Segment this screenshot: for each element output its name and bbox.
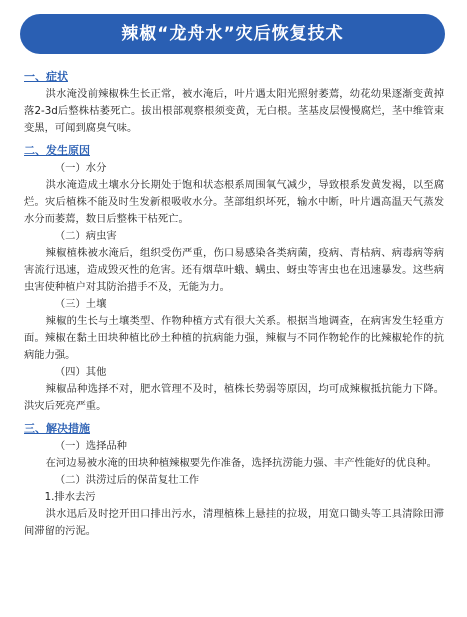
title-banner: 辣椒“龙舟水”灾后恢复技术	[20, 14, 445, 54]
solution-recovery-text: 洪水迅后及时挖开田口排出污水，清理植株上悬挂的拉圾，用宽口锄头等工具清除田滞间滞留的污泥。	[24, 508, 444, 537]
section-heading-symptoms: 一、症状	[24, 70, 68, 83]
article-body	[24, 68, 444, 540]
cause-pests-label: （二）病虫害	[54, 230, 117, 242]
symptoms-paragraph: 洪水淹没前辣椒株生长正常，被水淹后，叶片遇太阳光照射萎蔫，幼花幼果逐渐变黄掉落2-3d后整株枯萎死亡。拔出根部观察根须变黄，无白根。茎基皮层慢慢腐烂，茎中维管束变黑，可闻到腐臭气味。	[24, 88, 444, 134]
solution-recovery-label: （二）洪涝过后的保苗复壮工作	[54, 474, 200, 486]
cause-other-label: （四）其他	[54, 366, 107, 378]
cause-water-text: 洪水淹造成土壤水分长期处于饱和状态根系周围氧气减少，导致根系发黄发褐，以至腐烂。灾后植株不能及时生发新根吸收水分。茎部组织坏死，输水中断，叶片遇高温天气蒸发水分而萎蔫，数日后整株干枯死亡。	[24, 179, 444, 225]
cause-pests-text: 辣椒植株被水淹后，组织受伤严重，伤口易感染各类病菌，疫病、青枯病、病毒病等病害流行迅速，造成毁灭性的危害。还有烟草叶蛾、螨虫、蚜虫等害虫也在迅速暴发。这些病虫害使种植户对其防治措手不及，无能为力。	[24, 247, 444, 293]
section-heading-causes: 二、发生原因	[24, 144, 90, 157]
section-heading-solutions: 三、解决措施	[24, 422, 90, 435]
cause-other-text: 辣椒品种选择不对，肥水管理不及时，植株长势弱等原因，均可成辣椒抵抗能力下降。洪灾后死亮严重。	[24, 383, 444, 412]
cause-soil-label: （三）土壤	[54, 298, 107, 310]
solution-variety-label: （一）选择品种	[54, 440, 127, 452]
cause-water-label: （一）水分	[54, 162, 107, 174]
cause-soil-text: 辣椒的生长与土壤类型、作物种植方式有很大关系。根据当地调查，在病害发生轻重方面。辣椒在黏土田块种植比砂土种植的抗病能力强，辣椒与不同作物轮作的比辣椒轮作的抗病能力强。	[24, 315, 444, 361]
solution-variety-text: 在河边易被水淹的田块种植辣椒要先作准备，选择抗涝能力强、丰产性能好的优良种。	[45, 457, 437, 469]
solution-recovery-step: 1.排水去污	[44, 491, 96, 503]
